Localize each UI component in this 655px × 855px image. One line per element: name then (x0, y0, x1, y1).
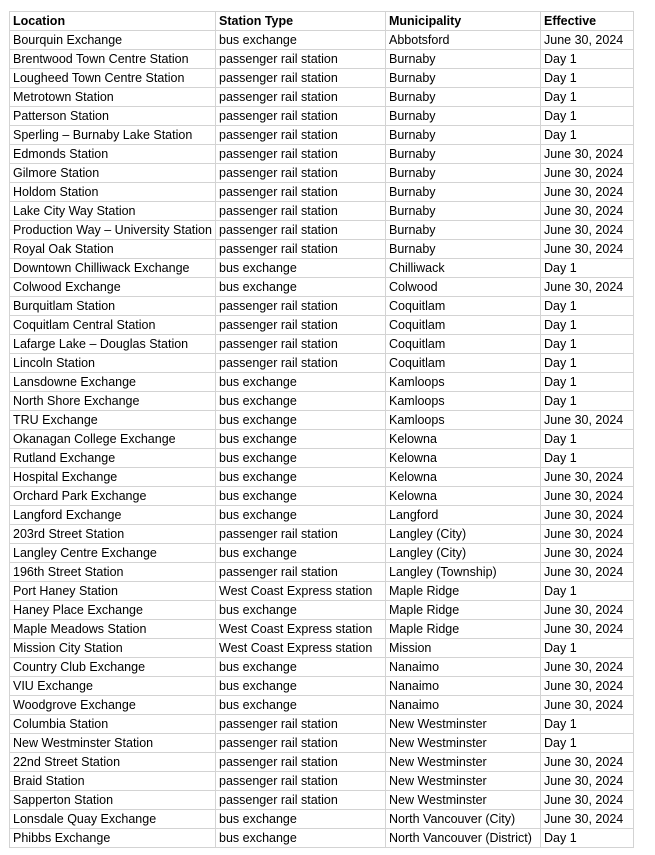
effective-cell: Day 1 (541, 734, 634, 753)
location-cell: Lonsdale Quay Exchange (10, 810, 216, 829)
table-row (10, 525, 634, 544)
effective-cell: Day 1 (541, 335, 634, 354)
table-row (10, 50, 634, 69)
location-cell: Downtown Chilliwack Exchange (10, 259, 216, 278)
table-row (10, 411, 634, 430)
location-cell: Sperling – Burnaby Lake Station (10, 126, 216, 145)
effective-cell: June 30, 2024 (541, 658, 634, 677)
station-type-cell: passenger rail station (216, 525, 386, 544)
effective-cell: June 30, 2024 (541, 240, 634, 259)
effective-cell: June 30, 2024 (541, 278, 634, 297)
table-row (10, 487, 634, 506)
effective-cell: June 30, 2024 (541, 601, 634, 620)
table-row (10, 297, 634, 316)
effective-cell: Day 1 (541, 297, 634, 316)
table-row (10, 772, 634, 791)
location-cell: 196th Street Station (10, 563, 216, 582)
effective-cell: June 30, 2024 (541, 525, 634, 544)
table-row (10, 69, 634, 88)
table-body (10, 31, 634, 848)
effective-cell: Day 1 (541, 88, 634, 107)
station-type-cell: passenger rail station (216, 734, 386, 753)
station-type-cell: West Coast Express station (216, 620, 386, 639)
effective-cell: Day 1 (541, 69, 634, 88)
municipality-cell: New Westminster (386, 715, 541, 734)
table-row (10, 221, 634, 240)
location-cell: Lafarge Lake – Douglas Station (10, 335, 216, 354)
table-row (10, 354, 634, 373)
municipality-cell: Burnaby (386, 164, 541, 183)
location-cell: Burquitlam Station (10, 297, 216, 316)
station-type-cell: bus exchange (216, 411, 386, 430)
header-row (10, 12, 634, 31)
effective-cell: Day 1 (541, 316, 634, 335)
effective-cell: June 30, 2024 (541, 145, 634, 164)
municipality-cell: Mission (386, 639, 541, 658)
station-type-cell: passenger rail station (216, 221, 386, 240)
table-row (10, 278, 634, 297)
table-row (10, 677, 634, 696)
location-cell: Colwood Exchange (10, 278, 216, 297)
station-type-cell: bus exchange (216, 658, 386, 677)
municipality-cell: Langley (City) (386, 544, 541, 563)
station-type-cell: passenger rail station (216, 164, 386, 183)
station-type-cell: West Coast Express station (216, 582, 386, 601)
municipality-cell: Kelowna (386, 468, 541, 487)
municipality-cell: Coquitlam (386, 335, 541, 354)
effective-cell: June 30, 2024 (541, 487, 634, 506)
station-type-cell: passenger rail station (216, 772, 386, 791)
location-cell: Orchard Park Exchange (10, 487, 216, 506)
effective-cell: June 30, 2024 (541, 411, 634, 430)
municipality-cell: Burnaby (386, 183, 541, 202)
location-cell: Holdom Station (10, 183, 216, 202)
table-row (10, 620, 634, 639)
effective-cell: June 30, 2024 (541, 696, 634, 715)
effective-cell: June 30, 2024 (541, 544, 634, 563)
effective-cell: June 30, 2024 (541, 772, 634, 791)
station-type-cell: bus exchange (216, 392, 386, 411)
effective-cell: Day 1 (541, 259, 634, 278)
effective-cell: June 30, 2024 (541, 791, 634, 810)
station-type-cell: bus exchange (216, 696, 386, 715)
table-row (10, 791, 634, 810)
table-row (10, 696, 634, 715)
municipality-cell: Chilliwack (386, 259, 541, 278)
location-cell: VIU Exchange (10, 677, 216, 696)
table-row (10, 506, 634, 525)
location-cell: Columbia Station (10, 715, 216, 734)
station-type-cell: passenger rail station (216, 145, 386, 164)
location-cell: Production Way – University Station (10, 221, 216, 240)
effective-cell: Day 1 (541, 373, 634, 392)
table-row (10, 468, 634, 487)
table-row (10, 392, 634, 411)
effective-cell: June 30, 2024 (541, 506, 634, 525)
location-cell: Langford Exchange (10, 506, 216, 525)
station-type-cell: passenger rail station (216, 202, 386, 221)
municipality-cell: Burnaby (386, 69, 541, 88)
effective-cell: Day 1 (541, 829, 634, 848)
effective-cell: June 30, 2024 (541, 202, 634, 221)
municipality-cell: Burnaby (386, 88, 541, 107)
municipality-cell: Coquitlam (386, 354, 541, 373)
location-cell: Okanagan College Exchange (10, 430, 216, 449)
station-type-cell: passenger rail station (216, 126, 386, 145)
station-table (9, 11, 634, 848)
table-row (10, 734, 634, 753)
municipality-cell: Langley (Township) (386, 563, 541, 582)
municipality-cell: Colwood (386, 278, 541, 297)
location-cell: 203rd Street Station (10, 525, 216, 544)
location-cell: North Shore Exchange (10, 392, 216, 411)
table-row (10, 829, 634, 848)
table-row (10, 715, 634, 734)
station-type-cell: passenger rail station (216, 563, 386, 582)
station-type-cell: West Coast Express station (216, 639, 386, 658)
column-header-location: Location (10, 12, 216, 31)
municipality-cell: Maple Ridge (386, 601, 541, 620)
municipality-cell: North Vancouver (City) (386, 810, 541, 829)
station-type-cell: bus exchange (216, 601, 386, 620)
effective-cell: Day 1 (541, 430, 634, 449)
effective-cell: Day 1 (541, 126, 634, 145)
table-row (10, 430, 634, 449)
location-cell: Phibbs Exchange (10, 829, 216, 848)
station-type-cell: bus exchange (216, 259, 386, 278)
table-container (9, 11, 634, 848)
station-type-cell: passenger rail station (216, 240, 386, 259)
table-row (10, 563, 634, 582)
effective-cell: June 30, 2024 (541, 677, 634, 696)
location-cell: Lougheed Town Centre Station (10, 69, 216, 88)
effective-cell: June 30, 2024 (541, 31, 634, 50)
effective-cell: Day 1 (541, 715, 634, 734)
location-cell: Patterson Station (10, 107, 216, 126)
table-row (10, 164, 634, 183)
effective-cell: June 30, 2024 (541, 753, 634, 772)
effective-cell: Day 1 (541, 639, 634, 658)
table-row (10, 183, 634, 202)
location-cell: Braid Station (10, 772, 216, 791)
station-type-cell: passenger rail station (216, 335, 386, 354)
station-type-cell: passenger rail station (216, 183, 386, 202)
effective-cell: June 30, 2024 (541, 164, 634, 183)
table-row (10, 107, 634, 126)
effective-cell: June 30, 2024 (541, 221, 634, 240)
station-type-cell: bus exchange (216, 373, 386, 392)
municipality-cell: New Westminster (386, 791, 541, 810)
municipality-cell: Kamloops (386, 392, 541, 411)
station-type-cell: passenger rail station (216, 316, 386, 335)
municipality-cell: Nanaimo (386, 677, 541, 696)
station-type-cell: bus exchange (216, 468, 386, 487)
station-type-cell: bus exchange (216, 810, 386, 829)
station-type-cell: passenger rail station (216, 88, 386, 107)
municipality-cell: Nanaimo (386, 696, 541, 715)
table-row (10, 202, 634, 221)
location-cell: Haney Place Exchange (10, 601, 216, 620)
table-row (10, 373, 634, 392)
station-type-cell: bus exchange (216, 506, 386, 525)
location-cell: Maple Meadows Station (10, 620, 216, 639)
location-cell: Gilmore Station (10, 164, 216, 183)
station-type-cell: passenger rail station (216, 69, 386, 88)
effective-cell: June 30, 2024 (541, 620, 634, 639)
municipality-cell: New Westminster (386, 734, 541, 753)
municipality-cell: Langford (386, 506, 541, 525)
location-cell: Coquitlam Central Station (10, 316, 216, 335)
location-cell: Country Club Exchange (10, 658, 216, 677)
location-cell: 22nd Street Station (10, 753, 216, 772)
municipality-cell: Kelowna (386, 449, 541, 468)
station-type-cell: passenger rail station (216, 354, 386, 373)
location-cell: Lincoln Station (10, 354, 216, 373)
location-cell: New Westminster Station (10, 734, 216, 753)
effective-cell: Day 1 (541, 449, 634, 468)
effective-cell: June 30, 2024 (541, 183, 634, 202)
municipality-cell: Langley (City) (386, 525, 541, 544)
station-type-cell: passenger rail station (216, 50, 386, 69)
table-row (10, 145, 634, 164)
municipality-cell: Burnaby (386, 145, 541, 164)
station-type-cell: bus exchange (216, 487, 386, 506)
municipality-cell: Burnaby (386, 221, 541, 240)
station-type-cell: passenger rail station (216, 715, 386, 734)
effective-cell: June 30, 2024 (541, 468, 634, 487)
municipality-cell: Kamloops (386, 373, 541, 392)
station-type-cell: passenger rail station (216, 297, 386, 316)
column-header-station-type: Station Type (216, 12, 386, 31)
column-header-municipality: Municipality (386, 12, 541, 31)
table-row (10, 240, 634, 259)
municipality-cell: Burnaby (386, 107, 541, 126)
location-cell: Sapperton Station (10, 791, 216, 810)
location-cell: Bourquin Exchange (10, 31, 216, 50)
municipality-cell: Kamloops (386, 411, 541, 430)
station-type-cell: passenger rail station (216, 107, 386, 126)
table-row (10, 316, 634, 335)
municipality-cell: New Westminster (386, 753, 541, 772)
location-cell: Royal Oak Station (10, 240, 216, 259)
station-type-cell: bus exchange (216, 278, 386, 297)
table-row (10, 753, 634, 772)
municipality-cell: Nanaimo (386, 658, 541, 677)
location-cell: Lake City Way Station (10, 202, 216, 221)
location-cell: Edmonds Station (10, 145, 216, 164)
municipality-cell: Kelowna (386, 430, 541, 449)
effective-cell: June 30, 2024 (541, 563, 634, 582)
location-cell: Port Haney Station (10, 582, 216, 601)
station-type-cell: passenger rail station (216, 791, 386, 810)
table-row (10, 259, 634, 278)
column-header-effective: Effective (541, 12, 634, 31)
station-type-cell: bus exchange (216, 829, 386, 848)
location-cell: Lansdowne Exchange (10, 373, 216, 392)
table-row (10, 658, 634, 677)
effective-cell: Day 1 (541, 354, 634, 373)
municipality-cell: North Vancouver (District) (386, 829, 541, 848)
table-row (10, 582, 634, 601)
table-row (10, 639, 634, 658)
table-row (10, 126, 634, 145)
municipality-cell: Coquitlam (386, 297, 541, 316)
municipality-cell: Kelowna (386, 487, 541, 506)
municipality-cell: Abbotsford (386, 31, 541, 50)
station-type-cell: bus exchange (216, 544, 386, 563)
location-cell: Brentwood Town Centre Station (10, 50, 216, 69)
station-type-cell: bus exchange (216, 430, 386, 449)
effective-cell: Day 1 (541, 50, 634, 69)
municipality-cell: New Westminster (386, 772, 541, 791)
location-cell: Mission City Station (10, 639, 216, 658)
municipality-cell: Burnaby (386, 126, 541, 145)
table-row (10, 544, 634, 563)
effective-cell: Day 1 (541, 392, 634, 411)
municipality-cell: Maple Ridge (386, 582, 541, 601)
effective-cell: Day 1 (541, 107, 634, 126)
location-cell: Metrotown Station (10, 88, 216, 107)
location-cell: TRU Exchange (10, 411, 216, 430)
municipality-cell: Burnaby (386, 240, 541, 259)
station-type-cell: bus exchange (216, 677, 386, 696)
station-type-cell: bus exchange (216, 31, 386, 50)
table-row (10, 88, 634, 107)
municipality-cell: Maple Ridge (386, 620, 541, 639)
table-row (10, 601, 634, 620)
table-row (10, 449, 634, 468)
effective-cell: Day 1 (541, 582, 634, 601)
municipality-cell: Coquitlam (386, 316, 541, 335)
table-row (10, 335, 634, 354)
table-row (10, 810, 634, 829)
location-cell: Hospital Exchange (10, 468, 216, 487)
station-type-cell: bus exchange (216, 449, 386, 468)
location-cell: Langley Centre Exchange (10, 544, 216, 563)
municipality-cell: Burnaby (386, 202, 541, 221)
table-row (10, 31, 634, 50)
station-type-cell: passenger rail station (216, 753, 386, 772)
municipality-cell: Burnaby (386, 50, 541, 69)
location-cell: Rutland Exchange (10, 449, 216, 468)
location-cell: Woodgrove Exchange (10, 696, 216, 715)
effective-cell: June 30, 2024 (541, 810, 634, 829)
